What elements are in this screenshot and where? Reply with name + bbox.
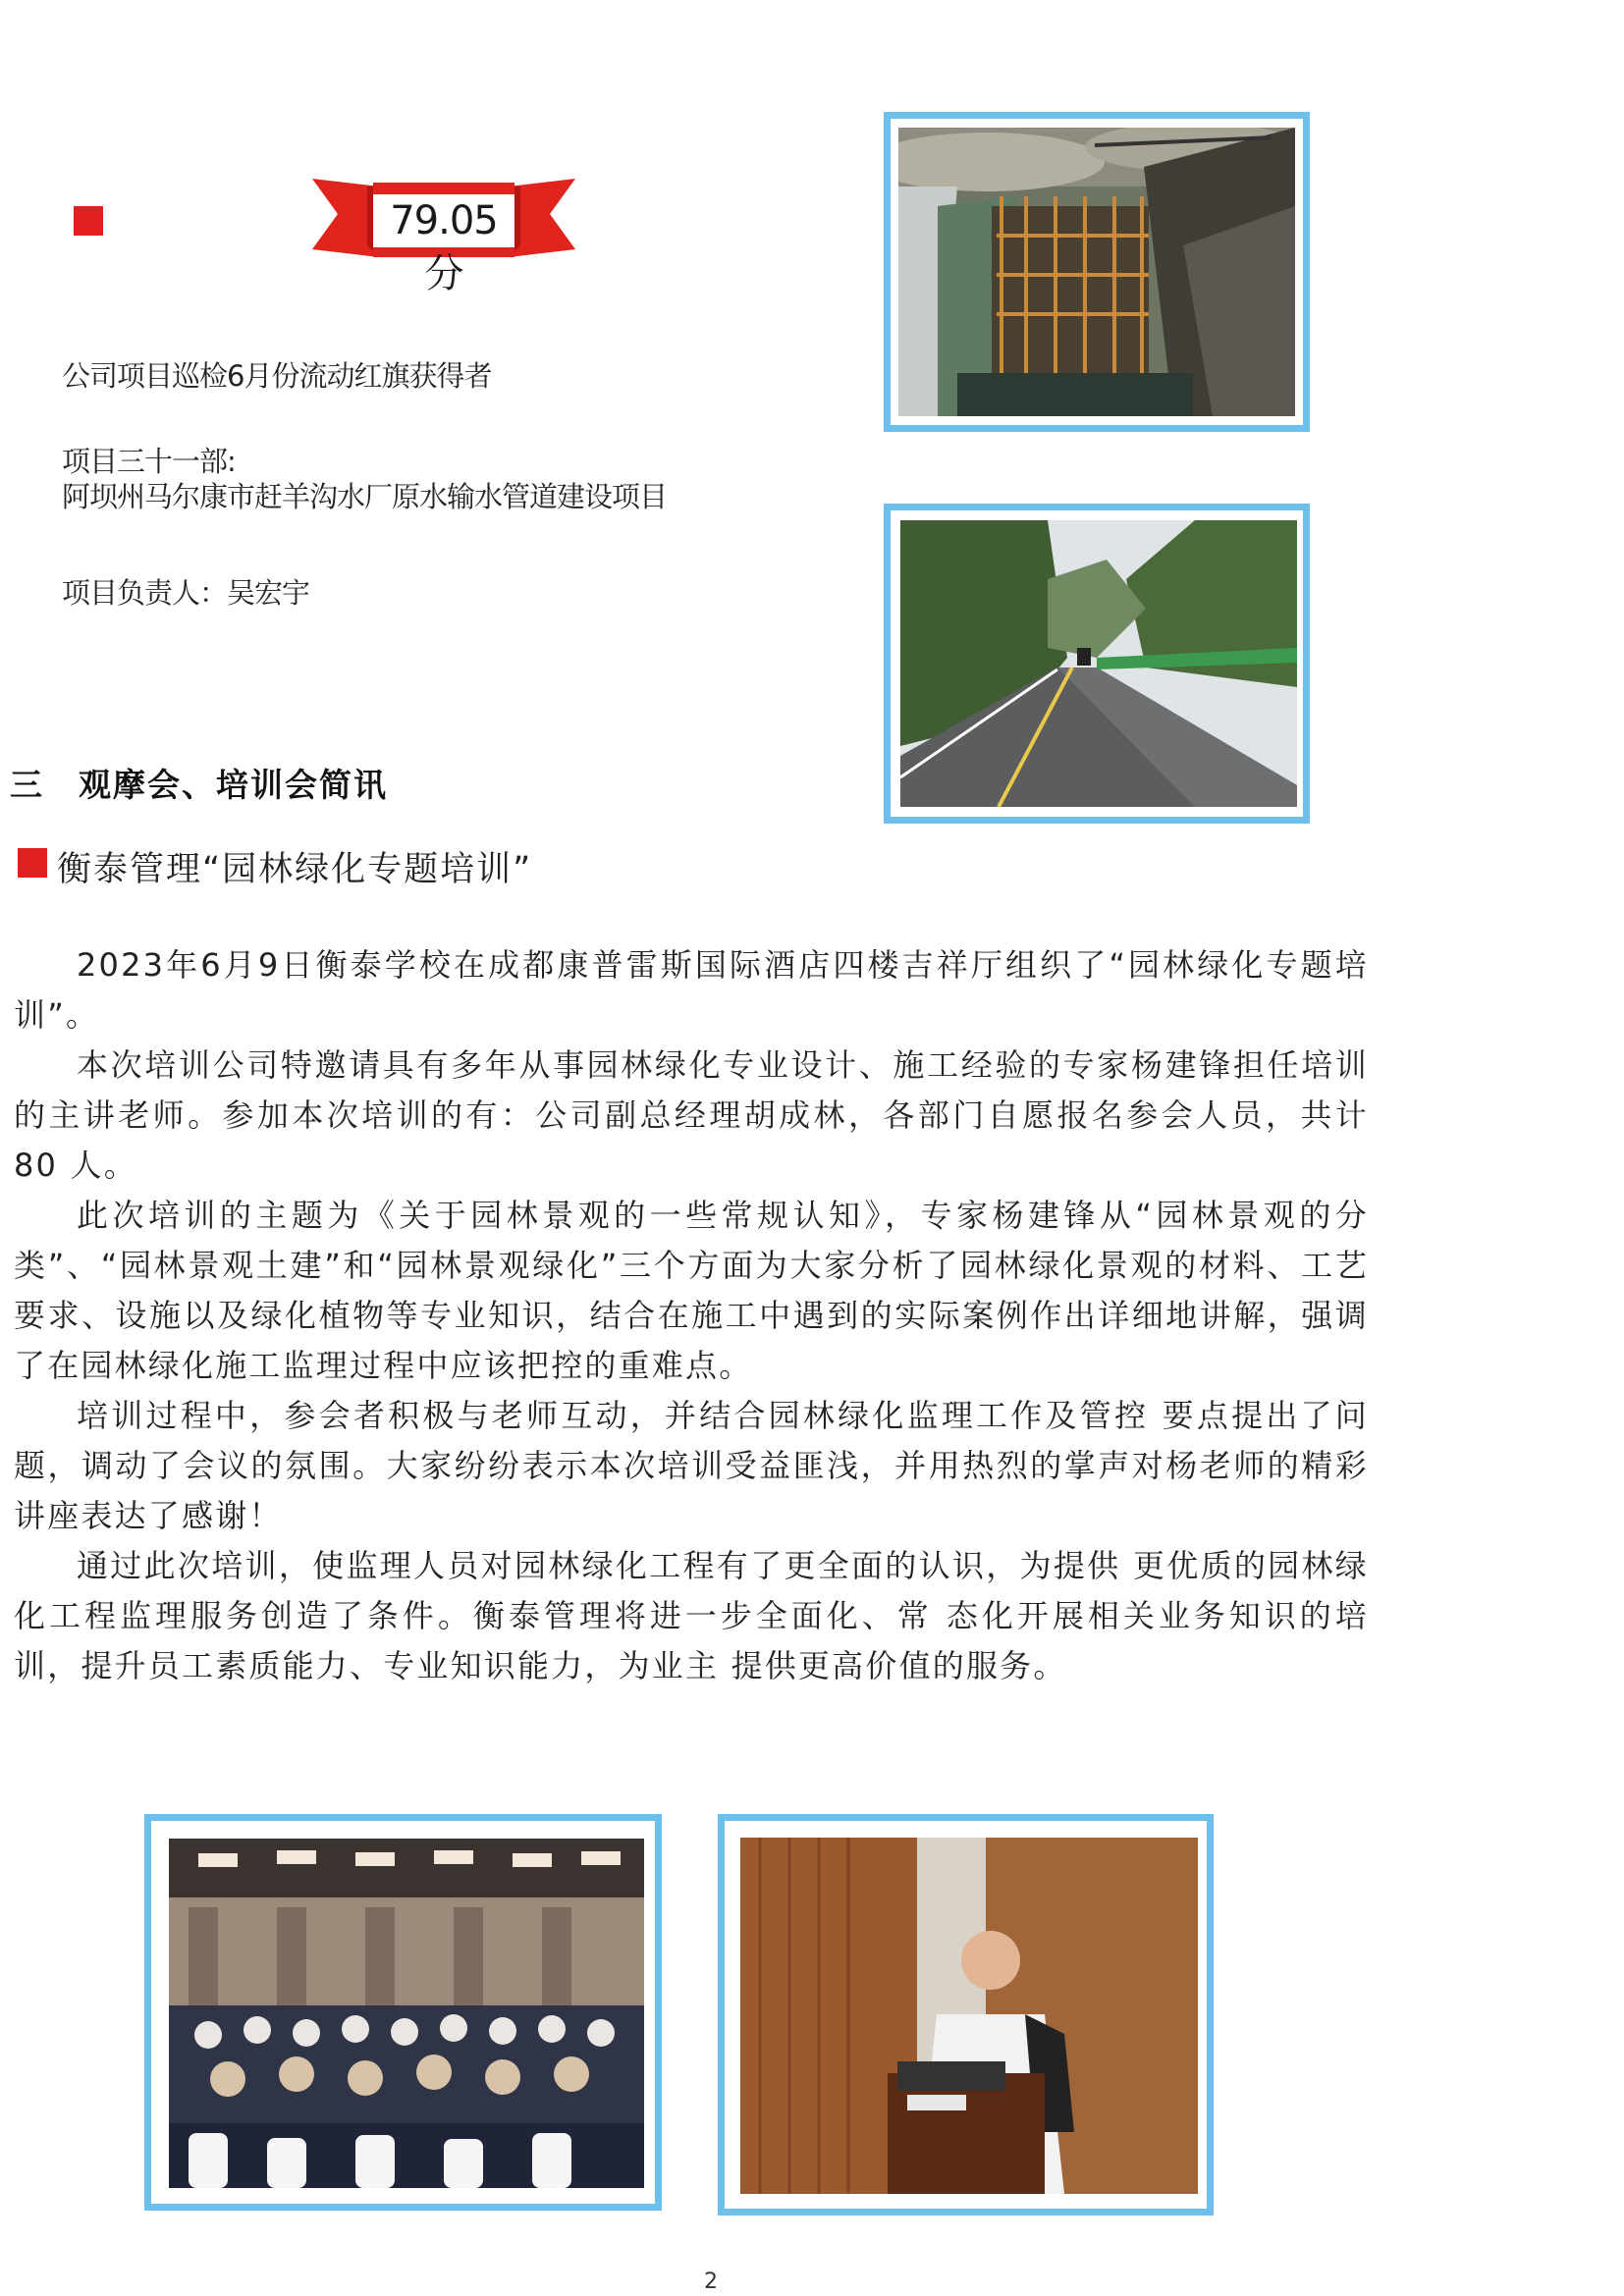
construction-site-photo: [884, 112, 1310, 432]
training-audience-photo: [144, 1814, 662, 2211]
red-square-bullet: [74, 206, 103, 236]
paragraph: 通过此次培训，使监理人员对园林绿化工程有了更全面的认识，为提供 更优质的园林绿化工程监理服务创造了条件。衡泰管理将进一步全面化、常 态化开展相关业务知识的培训，提升员工素质能力、专业知识能力，为业主 提供更高价值的服务。: [14, 1547, 1369, 1684]
mountain-road-photo: [884, 504, 1310, 824]
section-title: 三 观摩会、培训会简讯: [10, 766, 388, 804]
paragraph: 本次培训公司特邀请具有多年从事园林绿化专业设计、施工经验的专家杨建锋担任培训的主讲老师。参加本次培训的有：公司副总经理胡成林，各部门自愿报名参会人员，共计 80 人。: [14, 1046, 1369, 1184]
speaker-image: [740, 1838, 1198, 2194]
construction-site-image: [898, 128, 1295, 416]
project-leader: 项目负责人：吴宏宇: [62, 576, 310, 610]
article-body: [14, 940, 1369, 1691]
paragraph: 培训过程中，参会者积极与老师互动，并结合园林绿化监理工作及管控 要点提出了问题，调动了会议的氛围。大家纷纷表示本次培训受益匪浅，并用热烈的掌声对杨老师的精彩讲座表达了感谢！: [14, 1397, 1369, 1534]
department-name: 项目三十一部:: [62, 445, 236, 478]
speaker-photo: [718, 1814, 1214, 2216]
page-number: 2: [704, 2269, 718, 2294]
score-value: 79.05分: [390, 198, 498, 296]
mountain-road-image: [900, 520, 1297, 807]
project-name: 阿坝州马尔康市赶羊沟水厂原水输水管道建设项目: [62, 480, 668, 513]
paragraph: 此次培训的主题为《关于园林景观的一些常规认知》，专家杨建锋从“园林景观的分类”、“园林景观土建”和“园林景观绿化”三个方面为大家分析了园林绿化景观的材料、工艺要求、设施以及绿化植物等专业知识，结合在施工中遇到的实际案例作出详细地讲解，强调了在园林绿化施工监理过程中应该把控的重难点。: [14, 1197, 1369, 1384]
score-ribbon-badge: [312, 175, 575, 296]
red-square-bullet: [18, 848, 47, 878]
paragraph: 2023年6月9日衡泰学校在成都康普雷斯国际酒店四楼吉祥厅组织了“园林绿化专题培训”。: [14, 946, 1369, 1034]
training-audience-image: [169, 1839, 644, 2188]
section-subtitle: 衡泰管理“园林绿化专题培训”: [57, 850, 533, 889]
award-caption: 公司项目巡检6月份流动红旗获得者: [62, 359, 492, 393]
